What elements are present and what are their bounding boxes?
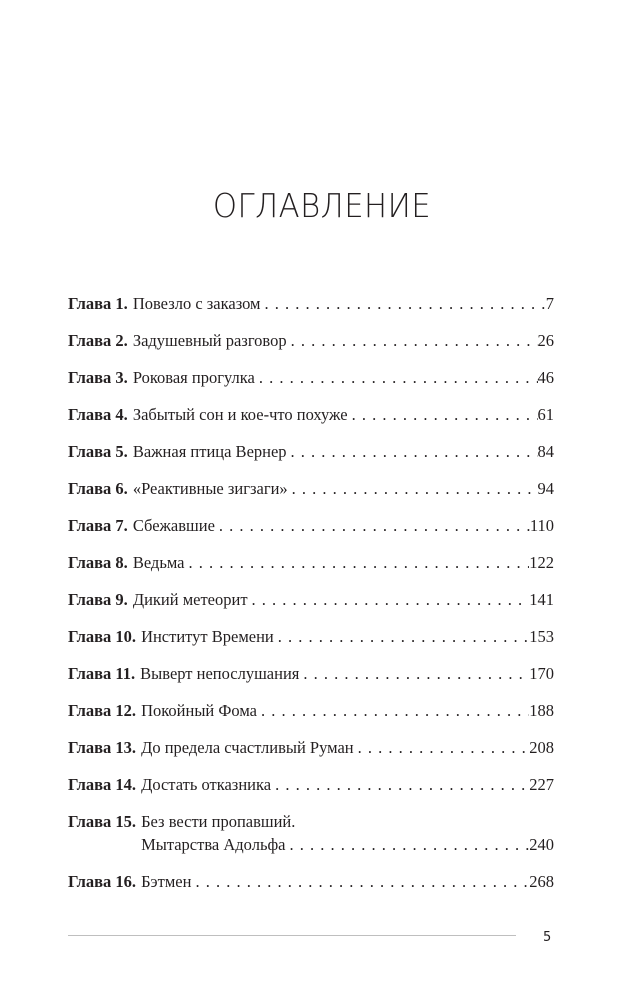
chapter-label: Глава 13. [68, 738, 137, 757]
chapter-page-number: 84 [537, 442, 554, 461]
chapter-label: Глава 7. [68, 516, 128, 535]
page-number: 5 [543, 930, 552, 945]
page-title: ОГЛАВЛЕНИЕ [212, 186, 432, 225]
chapter-label: Глава 16. [68, 872, 137, 891]
chapter-title: Забытый сон и кое-что похуже [132, 405, 348, 424]
dot-leader [191, 872, 529, 892]
chapter-label: Глава 8. [68, 553, 128, 572]
toc-entry [68, 627, 554, 647]
chapter-label: Глава 9. [68, 590, 128, 609]
dot-leader [288, 479, 538, 499]
chapter-title: «Реактивные зигзаги» [132, 479, 288, 498]
chapter-title: Бэтмен [141, 872, 192, 891]
chapter-title: Ведьма [132, 553, 185, 572]
chapter-label: Глава 4. [68, 405, 128, 424]
chapter-label: Глава 15. [68, 812, 137, 831]
chapter-page-number: 122 [529, 553, 554, 572]
toc-entry [68, 331, 554, 351]
dot-leader [287, 442, 538, 462]
dot-leader [185, 553, 530, 573]
chapter-page-number: 7 [545, 294, 554, 313]
chapter-title: Покойный Фома [141, 701, 257, 720]
chapter-page-number: 153 [529, 627, 554, 646]
chapter-title: Без вести пропавший. [141, 812, 296, 831]
toc-entry [68, 516, 554, 536]
toc-entry [68, 775, 554, 795]
chapter-title: Дикий метеорит [132, 590, 248, 609]
dot-leader [285, 835, 529, 855]
chapter-title: До предела счастливый Руман [141, 738, 354, 757]
toc-entry [68, 405, 554, 425]
dot-leader [354, 738, 530, 758]
chapter-label: Глава 2. [68, 331, 128, 350]
chapter-label: Глава 14. [68, 775, 137, 794]
toc-entry [68, 738, 554, 758]
toc-entry [68, 701, 554, 721]
toc-entry [68, 872, 554, 892]
chapter-page-number: 188 [529, 701, 554, 720]
chapter-title: Роковая прогулка [132, 368, 255, 387]
chapter-label: Глава 10. [68, 627, 137, 646]
chapter-title: Важная птица Вернер [132, 442, 287, 461]
chapter-title: Повезло с заказом [132, 294, 261, 313]
chapter-label: Глава 5. [68, 442, 128, 461]
chapter-page-number: 208 [529, 738, 554, 757]
chapter-label: Глава 11. [68, 664, 136, 683]
chapter-page-number: 26 [537, 331, 554, 350]
dot-leader [248, 590, 530, 610]
chapter-page-number: 240 [529, 835, 554, 854]
toc-entry [68, 479, 554, 499]
chapter-title: Мытарства Адольфа [141, 835, 286, 854]
toc-entry [68, 294, 554, 314]
chapter-label: Глава 12. [68, 701, 137, 720]
dot-leader [287, 331, 538, 351]
toc-entry [68, 664, 554, 684]
chapter-title: Выверт непослушания [140, 664, 300, 683]
toc-entry [68, 553, 554, 573]
chapter-page-number: 141 [529, 590, 554, 609]
toc-entry [68, 812, 554, 855]
chapter-label: Глава 1. [68, 294, 128, 313]
chapter-title: Задушевный разговор [132, 331, 287, 350]
chapter-page-number: 94 [537, 479, 554, 498]
toc-entry [68, 442, 554, 462]
chapter-page-number: 227 [529, 775, 554, 794]
chapter-label: Глава 3. [68, 368, 128, 387]
dot-leader [257, 701, 529, 721]
chapter-title: Институт Времени [141, 627, 274, 646]
dot-leader [271, 775, 529, 795]
dot-leader [261, 294, 546, 314]
chapter-label: Глава 6. [68, 479, 128, 498]
chapter-page-number: 268 [529, 872, 554, 891]
footer-rule [68, 935, 516, 936]
toc-entry [68, 590, 554, 610]
dot-leader [299, 664, 529, 684]
toc-entry [68, 368, 554, 388]
chapter-title: Достать отказника [141, 775, 272, 794]
chapter-page-number: 46 [537, 368, 554, 387]
chapter-page-number: 61 [537, 405, 554, 424]
chapter-page-number: 110 [529, 516, 554, 535]
table-of-contents [68, 294, 554, 909]
dot-leader [255, 368, 538, 388]
chapter-title: Сбежавшие [132, 516, 215, 535]
dot-leader [274, 627, 529, 647]
chapter-page-number: 170 [529, 664, 554, 683]
dot-leader [348, 405, 538, 425]
dot-leader [215, 516, 530, 536]
